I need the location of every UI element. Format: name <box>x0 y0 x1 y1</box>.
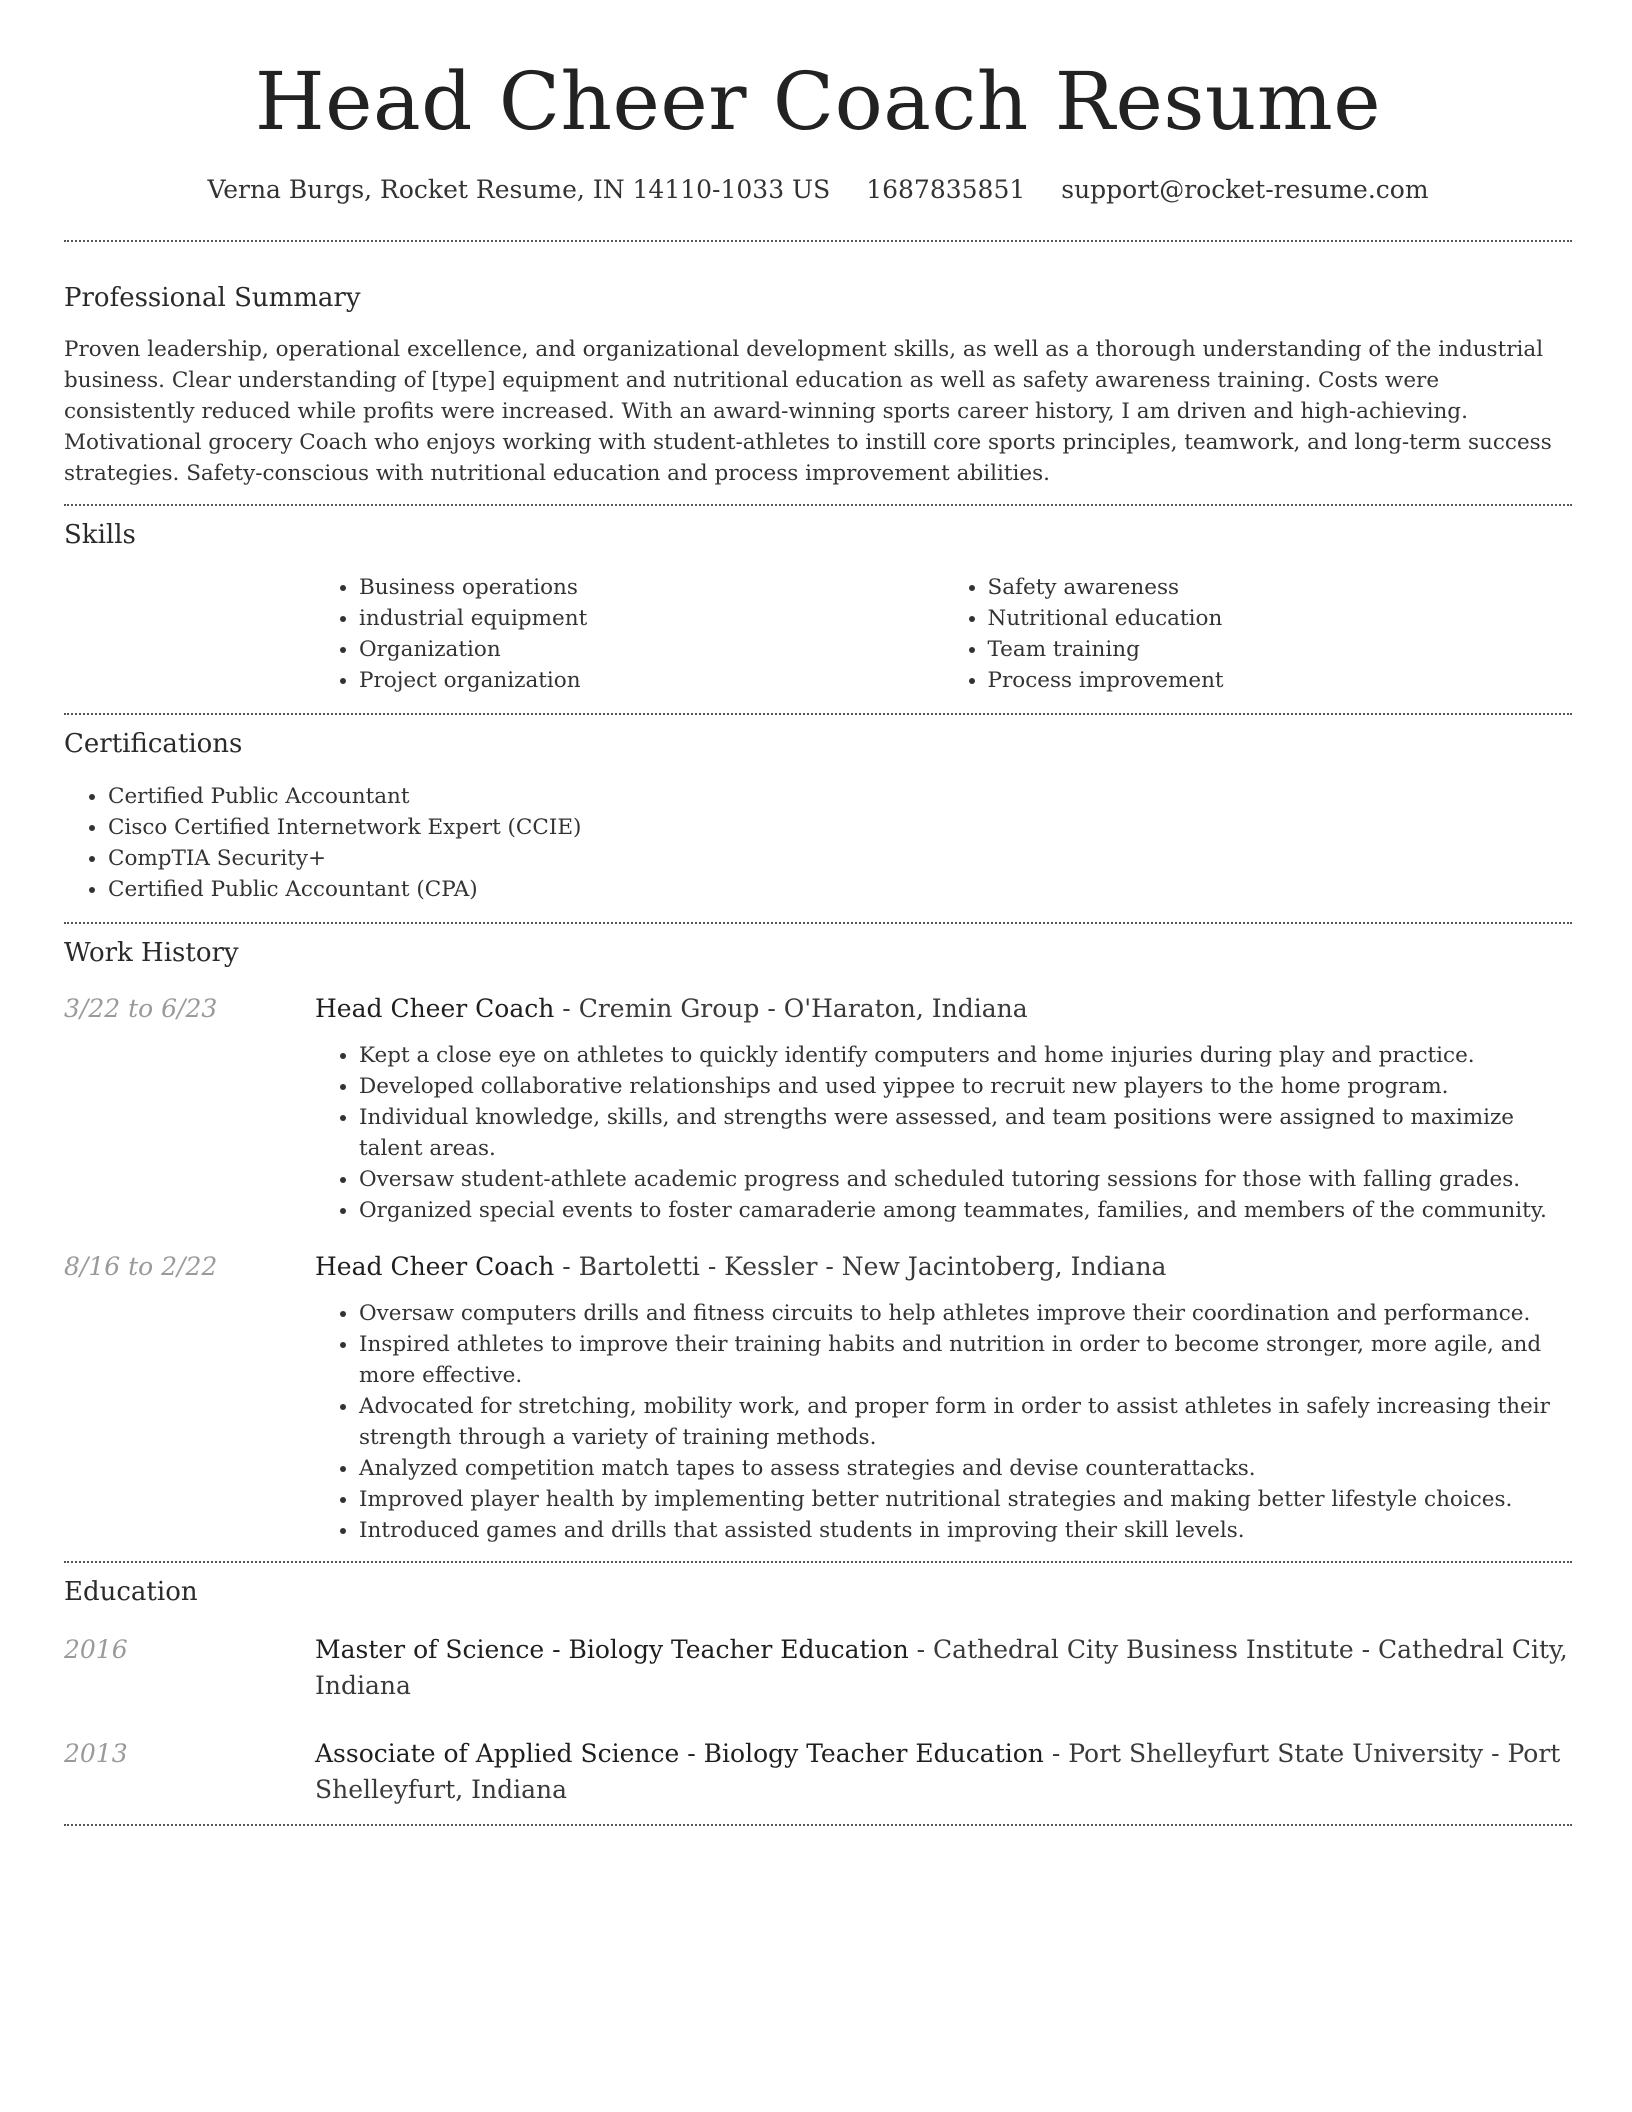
skill-item: • Team training <box>988 634 1573 665</box>
divider <box>64 504 1572 506</box>
resume-title: Head Cheer Coach Resume <box>254 55 1382 148</box>
job-details: - Cremin Group - O'Haraton, Indiana <box>554 994 1028 1023</box>
certification-item: • CompTIA Security+ <box>108 843 1572 874</box>
skill-item: • Business operations <box>359 572 944 603</box>
divider <box>64 713 1572 715</box>
divider <box>64 240 1572 242</box>
job-bullet: • Individual knowledge, skills, and strengths were assessed, and team positions were assigned to maximize talent areas. <box>359 1102 1572 1164</box>
skills-list-left <box>315 572 944 696</box>
job-heading <box>315 1249 1572 1285</box>
summary-section <box>64 280 1572 489</box>
job-bullets <box>315 1040 1572 1226</box>
job-bullet: • Improved player health by implementing better nutritional strategies and making better lifestyle choices. <box>359 1484 1572 1515</box>
skill-item: • Safety awareness <box>988 572 1573 603</box>
job-bullet: • Advocated for stretching, mobility work, and proper form in order to assist athletes in safely increasing their strength through a variety of training methods. <box>359 1391 1572 1453</box>
job-body <box>315 1249 1572 1546</box>
certifications-section <box>64 726 1572 905</box>
job-bullet: • Analyzed competition match tapes to assess strategies and devise counterattacks. <box>359 1453 1572 1484</box>
contact-email: support@rocket-resume.com <box>1061 175 1429 204</box>
job-heading <box>315 991 1572 1027</box>
education-details: - Cathedral City Business Institute - Cathedral City, Indiana <box>315 1635 1568 1700</box>
job-entry <box>64 991 1572 1226</box>
work-history-heading: Work History <box>64 938 239 968</box>
job-position: Head Cheer Coach <box>315 994 555 1023</box>
summary-heading: Professional Summary <box>64 283 361 313</box>
job-dates: 8/16 to 2/22 <box>64 1252 218 1281</box>
education-heading-line <box>315 1632 1572 1704</box>
job-bullet: • Developed collaborative relationships and used yippee to recruit new players to the home program. <box>359 1071 1572 1102</box>
education-section <box>64 1574 1572 1808</box>
skill-item: • Organization <box>359 634 944 665</box>
certification-item: • Cisco Certified Internetwork Expert (CCIE) <box>108 812 1572 843</box>
job-body <box>315 991 1572 1226</box>
job-bullet: • Kept a close eye on athletes to quickly identify computers and home injuries during play and practice. <box>359 1040 1572 1071</box>
divider <box>64 922 1572 924</box>
education-year: 2013 <box>64 1739 128 1768</box>
resume-page <box>64 0 1572 1826</box>
job-entry <box>64 1249 1572 1546</box>
skills-heading: Skills <box>64 520 136 550</box>
skill-item: • industrial equipment <box>359 603 944 634</box>
certification-item: • Certified Public Accountant (CPA) <box>108 874 1572 905</box>
education-entry <box>64 1736 1572 1808</box>
work-history-section <box>64 935 1572 1546</box>
education-details: - Port Shelleyfurt State University - Port Shelleyfurt, Indiana <box>315 1739 1561 1804</box>
job-position: Head Cheer Coach <box>315 1252 555 1281</box>
job-bullet: • Inspired athletes to improve their training habits and nutrition in order to become stronger, more agile, and more effective. <box>359 1329 1572 1391</box>
job-bullet: • Oversaw student-athlete academic progress and scheduled tutoring sessions for those with falling grades. <box>359 1164 1572 1195</box>
education-body <box>315 1736 1572 1808</box>
certifications-heading: Certifications <box>64 729 243 759</box>
job-details: - Bartoletti - Kessler - New Jacintoberg, Indiana <box>554 1252 1167 1281</box>
contact-phone: 1687835851 <box>866 175 1026 204</box>
education-heading-line <box>315 1736 1572 1808</box>
contact-address: Verna Burgs, Rocket Resume, IN 14110-1033 US <box>207 175 831 204</box>
skills-list-right <box>944 572 1573 696</box>
divider <box>64 1561 1572 1563</box>
certification-item: • Certified Public Accountant <box>108 781 1572 812</box>
education-year: 2016 <box>64 1635 128 1664</box>
education-heading: Education <box>64 1577 198 1607</box>
job-bullet: • Introduced games and drills that assisted students in improving their skill levels. <box>359 1515 1572 1546</box>
education-degree: Master of Science - Biology Teacher Education <box>315 1635 909 1664</box>
skill-item: • Project organization <box>359 665 944 696</box>
education-entry <box>64 1632 1572 1704</box>
job-bullet: • Oversaw computers drills and fitness circuits to help athletes improve their coordination and performance. <box>359 1298 1572 1329</box>
divider <box>64 1824 1572 1826</box>
education-body <box>315 1632 1572 1704</box>
job-dates: 3/22 to 6/23 <box>64 994 218 1023</box>
skills-section <box>64 517 1572 696</box>
job-bullet: • Organized special events to foster camaraderie among teammates, families, and members of the community. <box>359 1195 1572 1226</box>
certifications-list <box>64 781 1572 905</box>
summary-text: Proven leadership, operational excellence, and organizational development skills, as well as a thorough understanding of the industrial business. Clear understanding of [type] equipment and nutritional education as well as safety awareness training. Costs were consistently reduced while profits were increased. With an award-winning sports career history, I am driven and high-achieving. Motivational grocery Coach who enjoys working with student-athletes to instill core sports principles, teamwork, and long-term success strategies. Safety-conscious with nutritional education and process improvement abilities. <box>64 337 1552 486</box>
skill-item: • Nutritional education <box>988 603 1573 634</box>
contact-line <box>64 172 1572 208</box>
skills-grid <box>315 572 1572 696</box>
skill-item: • Process improvement <box>988 665 1573 696</box>
job-bullets <box>315 1298 1572 1546</box>
education-degree: Associate of Applied Science - Biology Teacher Education <box>315 1739 1044 1768</box>
